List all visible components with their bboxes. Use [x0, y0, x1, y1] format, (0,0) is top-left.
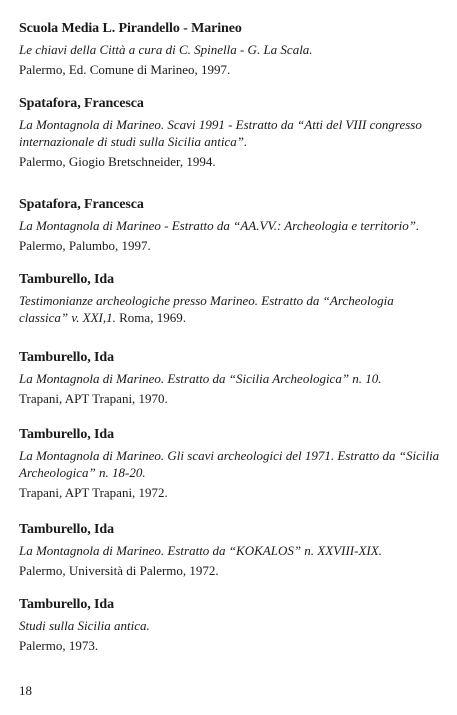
- entry-title: La Montagnola di Marineo - Estratto da “AA.VV.: Archeologia e territorio”.: [19, 218, 420, 233]
- entry-title: La Montagnola di Marineo. Estratto da “Sicilia Archeologica” n. 10.: [19, 371, 382, 386]
- entry-author: Spatafora, Francesca: [19, 197, 144, 212]
- entry-publication: Palermo, Palumbo, 1997.: [19, 238, 151, 253]
- entry-publication: Palermo, 1973.: [19, 638, 99, 653]
- entry-author: Tamburello, Ida: [19, 427, 114, 442]
- entry-title: La Montagnola di Marineo. Gli scavi archeologici del 1971. Estratto da “Sicilia Archeologica” n. 18-20.: [19, 448, 440, 480]
- entry-author: Tamburello, Ida: [19, 272, 114, 287]
- entry-author: Scuola Media L. Pirandello - Marineo: [19, 21, 242, 36]
- bibliography-entry: [19, 20, 444, 78]
- bibliography-entry: [19, 426, 444, 501]
- entry-title: Studi sulla Sicilia antica.: [19, 618, 150, 633]
- entry-publication: Roma, 1969.: [119, 310, 186, 325]
- entry-title: Testimonianze archeologiche presso Marineo. Estratto da “Archeologia classica” v. XXI,1.: [19, 293, 394, 325]
- bibliography-entry: [19, 596, 444, 654]
- entry-title-block: [19, 292, 444, 326]
- bibliography-entry: [19, 271, 444, 326]
- entry-author: Tamburello, Ida: [19, 597, 114, 612]
- bibliography-entry: [19, 95, 444, 170]
- entry-title: Le chiavi della Città a cura di C. Spinella - G. La Scala.: [19, 42, 313, 57]
- entry-publication: Palermo, Ed. Comune di Marineo, 1997.: [19, 62, 231, 77]
- entry-publication: Palermo, Giogio Bretschneider, 1994.: [19, 154, 216, 169]
- bibliography-entry: [19, 349, 444, 407]
- entry-author: Tamburello, Ida: [19, 522, 114, 537]
- bibliography-entry: [19, 521, 444, 579]
- entry-author: Spatafora, Francesca: [19, 96, 144, 111]
- page-number: 18: [19, 683, 32, 698]
- entry-author: Tamburello, Ida: [19, 350, 114, 365]
- entry-publication: Palermo, Università di Palermo, 1972.: [19, 563, 219, 578]
- entry-publication: Trapani, APT Trapani, 1970.: [19, 391, 168, 406]
- bibliography-entry: [19, 196, 444, 254]
- entry-title: La Montagnola di Marineo. Scavi 1991 - Estratto da “Atti del VIII congresso internazionale di studi sulla Sicilia antica”.: [19, 117, 422, 149]
- entry-publication: Trapani, APT Trapani, 1972.: [19, 485, 168, 500]
- entry-title: La Montagnola di Marineo. Estratto da “KOKALOS” n. XXVIII-XIX.: [19, 543, 382, 558]
